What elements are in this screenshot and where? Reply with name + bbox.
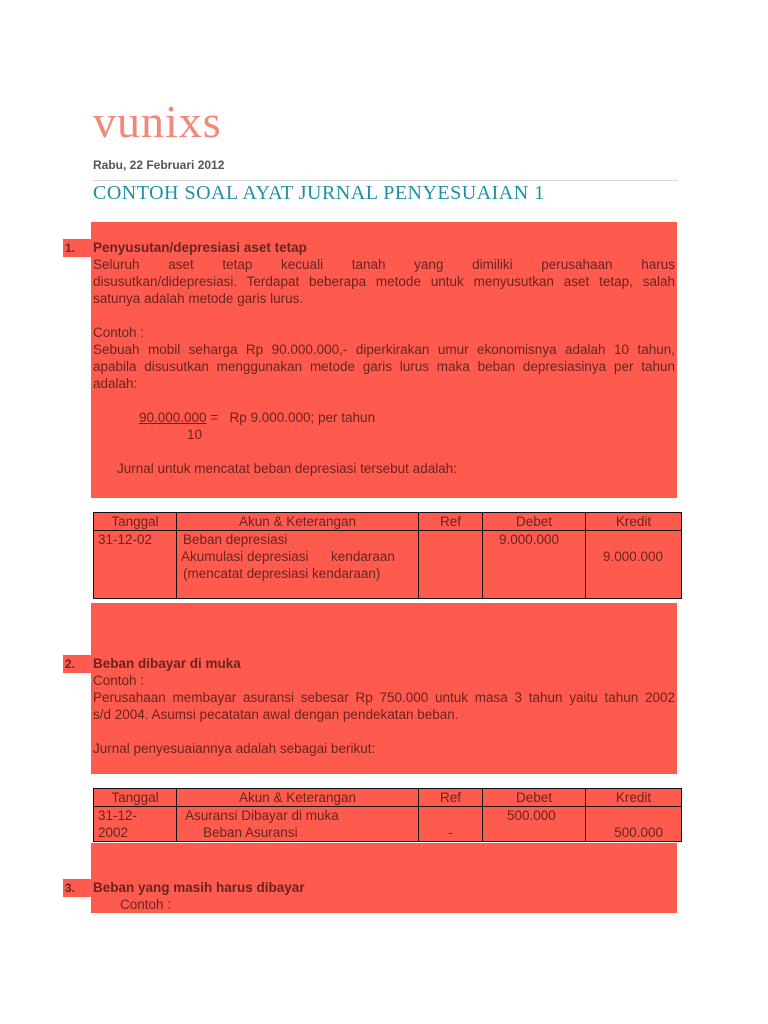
akun-line: Beban Asuransi [203,825,298,840]
divider [93,180,678,181]
col-tanggal: Tanggal [94,789,177,807]
contoh-label: Contoh : [93,325,145,340]
col-tanggal: Tanggal [94,513,177,531]
tanggal-line: 31-12- [98,808,138,823]
cell-kredit [586,531,682,599]
paragraph-line: Perusahaan membayar asuransi sebesar Rp 750.000 untuk masa 3 tahun yaitu tahun 2002 [93,690,675,705]
section-2-heading: Beban dibayar di muka [93,656,241,671]
table-row [94,807,682,842]
post-date: Rabu, 22 Februari 2012 [93,158,225,172]
paragraph-line: satunya adalah metode garis lurus. [93,291,304,306]
section-3-number: 3. [63,879,93,897]
cell-akun [177,807,419,842]
ref-value: - [448,825,453,840]
section-2-content [93,655,675,757]
contoh-label: Contoh : [93,673,145,688]
section-1-heading: Penyusutan/depresiasi aset tetap [93,240,307,255]
col-akun: Akun & Keterangan [177,513,419,531]
paragraph-line: apabila disusutkan menggunakan metode garis lurus maka beban depresiasinya per tahun [93,359,675,374]
post-title[interactable]: CONTOH SOAL AYAT JURNAL PENYESUAIAN 1 [93,182,545,204]
contoh-label: Contoh : [120,897,172,912]
cell-tanggal [94,807,177,842]
akun-line: Akumulasi depresiasi kendaraan [181,549,395,564]
journal-table-1 [93,512,682,599]
formula [93,409,675,426]
akun-line: Asuransi Dibayar di muka [185,808,339,823]
table-row [94,531,682,599]
section-3-heading: Beban yang masih harus dibayar [93,880,305,895]
table-header-row [94,513,682,531]
paragraph-line: Seluruh aset tetap kecuali tanah yang dimiliki perusahaan harus [93,257,675,272]
blog-logo[interactable]: vunixs [93,96,222,147]
formula-numerator: 90.000.000 [139,410,207,425]
col-ref: Ref [419,789,483,807]
paragraph-line: Sebuah mobil seharga Rp 90.000.000,- diperkirakan umur ekonomisnya adalah 10 tahun, [93,342,675,357]
col-debet: Debet [483,513,586,531]
col-kredit: Kredit [586,789,682,807]
journal-table-2 [93,788,682,842]
section-2-number: 2. [63,655,93,673]
akun-line: Beban depresiasi [183,532,288,547]
kredit-value: 9.000.000 [602,549,663,564]
table-header-row [94,789,682,807]
col-kredit: Kredit [586,513,682,531]
paragraph-line: disusutkan/didepresiasi. Terdapat beberapa metode untuk menyusutkan aset tetap, salah [93,274,675,289]
section-3-content [93,879,675,913]
col-ref: Ref [419,513,483,531]
section-1-content [93,239,675,477]
formula-denominator: 10 [187,427,203,442]
cell-debet: 9.000.000 [483,531,586,599]
akun-line: (mencatat depresiasi kendaraan) [183,566,381,581]
cell-tanggal: 31-12-02 [94,531,177,599]
jurnal-note: Jurnal untuk mencatat beban depresiasi tersebut adalah: [117,461,457,476]
formula-result: = Rp 9.000.000; per tahun [206,410,376,425]
tanggal-line: 2002 [98,825,129,840]
paragraph-line: adalah: [93,376,138,391]
cell-ref [419,807,483,842]
cell-debet: 500.000 [483,807,586,842]
cell-akun [177,531,419,599]
col-debet: Debet [483,789,586,807]
cell-kredit [586,807,682,842]
section-1-number: 1. [63,239,93,257]
kredit-value: 500.000 [614,825,663,840]
paragraph-line: s/d 2004. Asumsi pecatatan awal dengan pendekatan beban. [93,707,459,722]
paragraph-line: Jurnal penyesuaiannya adalah sebagai berikut: [93,741,376,756]
col-akun: Akun & Keterangan [177,789,419,807]
cell-ref [419,531,483,599]
